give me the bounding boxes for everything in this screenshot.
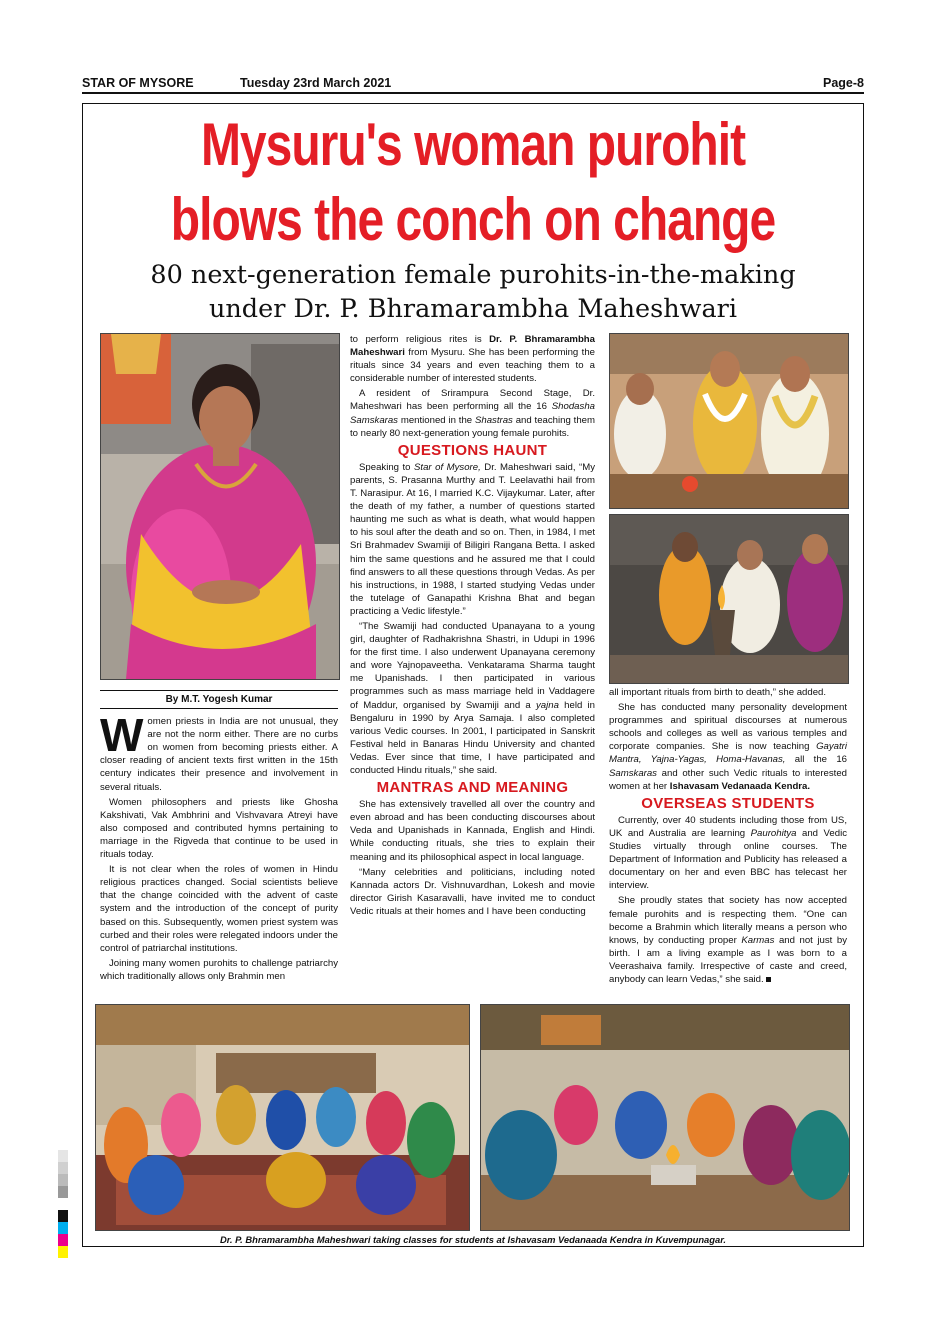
column-3-paragraph: Currently, over 40 students including those from US, UK and Australia are learning Paurohitya and Vedic Studies virtually through online courses. The Department of Information and Publicity has released a documentary on her and even BBC has telecast her interview.	[609, 814, 847, 892]
column-1-paragraph: It is not clear when the roles of women in Hindu religious practices changed. Social scientists believe that the change coincided with the advent of caste system and the introduction of the concept of purity based on this. Subsequently, women priest system was curbed and their roles were relegated indoors under the control of patriarchal institutions.	[100, 864, 338, 954]
paper-name: STAR OF MYSORE	[82, 76, 194, 90]
column-2-paragraph: “Many celebrities and politicians, including noted Kannada actors Dr. Vishnuvardhan, Lokesh and movie director Girish Kasaravalli, have invited me to conduct Vedic rituals at their homes and I have been conducting	[350, 866, 595, 917]
page-number: Page-8	[823, 76, 864, 90]
deck-line-2: under Dr. P. Bhramarambha Maheshwari	[208, 294, 738, 324]
issue-date: Tuesday 23rd March 2021	[240, 76, 392, 90]
class-photo-left	[95, 1004, 470, 1231]
subhead-questions-haunt: QUESTIONS HAUNT	[397, 441, 548, 459]
column-2-paragraph: A resident of Srirampura Second Stage, Dr. Maheshwari has been performing all the 16 Shodasha Samskaras mentioned in the Shastras and teaching them to nearly 80 next-generation young female purohits.	[350, 388, 595, 439]
column-3-paragraph: She has conducted many personality development programmes and spiritual discourses at numerous schools and colleges as well as various temples and corporate companies. She is now teaching Gayatri Mantra, Yajna-Yagas, Homa-Havanas, all the 16 Samskaras and other such Vedic rituals to interested women at her Ishavasam Vedanaada Kendra.	[609, 702, 847, 792]
drop-cap: W	[100, 709, 144, 762]
subhead-mantras-and-meaning: MANTRAS AND MEANING	[376, 779, 569, 797]
column-2-paragraph: She has extensively travelled all over the country and even abroad and has been conducting discourses about Veda and Upanishads in Kannada, English and Hindi. While conducting rituals, she tries to explain their meaning and its philosophical aspect in local language.	[350, 799, 595, 863]
portrait-photo	[100, 333, 340, 680]
article-column-1	[100, 690, 338, 985]
column-3-paragraph: She proudly states that society has now accepted female purohits and is respecting them. “One can become a Brahmin which literally means a person who knows, by conducting proper Karmas and not just by birth. I am a living example as I was born to a Veerashaiva family. Irrespective of caste and creed, anybody can learn Vedas,” she said.	[609, 895, 847, 985]
end-mark	[766, 977, 771, 982]
article-column-2	[350, 333, 595, 920]
deck-line-1: 80 next-generation female purohits-in-the-making	[150, 260, 796, 290]
class-photo-right	[480, 1004, 850, 1231]
article-column-3	[609, 686, 847, 988]
headline-line-1: Mysuru's woman purohit	[200, 112, 746, 179]
masthead	[82, 76, 864, 94]
headline-line-2: blows the conch on change	[170, 187, 776, 254]
column-2-paragraph: Speaking to Star of Mysore, Dr. Maheshwari said, “My parents, S. Prasanna Murthy and T. Leelavathi hail from T. Narasipur. At 16, I married K.C. Vijaykumar. Later, after the death of my father, a number of questions started haunting me such as what is death, what would happen to his soul after the death and so on. Then, in 1984, I met Sri Brahmadev Swamiji of Biligiri Rangana Betta. I asked him the same questions and he assured me that I could find answers to all these questions through Vedas. As per his instructions, in 1988, I started studying Vedas under the tutelage of Ganapathi Krishna Bhat and began practicing a Vedic lifestyle.”	[350, 461, 596, 617]
subhead-overseas-students: OVERSEAS STUDENTS	[641, 794, 815, 812]
registration-marks	[58, 1150, 68, 1258]
column-1-paragraph: Women philosophers and priests like Ghosha Kakshivati, Vak Ambhrini and Vishvavara Atreyi have also composed and contributed hymns pertaining to marriage in the Rigveda that continue to be used in rituals today.	[100, 796, 338, 861]
column-2-paragraph: to perform religious rites is Dr. P. Bhramarambha Maheshwari from Mysuru. She has been performing the rituals since 34 years and even teaching them to a considerable number of interested students.	[350, 334, 595, 385]
column-1-paragraph: Women priests in India are not unusual, they are not the norm either. There are no curbs on women from becoming priests either. A closer reading of ancient texts first written in the 15th century indicates their presence and involvement in several rituals.	[100, 709, 338, 793]
column-3-paragraph: all important rituals from birth to death,” she added.	[609, 687, 827, 698]
column-1-paragraph: Joining many women purohits to challenge patriarchy which traditionally allows only Brahmin men	[100, 957, 338, 982]
byline: By M.T. Yogesh Kumar	[100, 690, 338, 709]
photo-caption: Dr. P. Bhramarambha Maheshwari taking classes for students at Ishavasam Vedanaada Kendra in Kuvempunagar.	[220, 1234, 726, 1245]
havan-photo	[609, 514, 849, 684]
ceremony-photo	[609, 333, 849, 509]
column-2-paragraph: “The Swamiji had conducted Upanayana to a young girl, daughter of Radhakrishna Shastri, in Udupi in 1996 for the first time. I also underwent Upanayana ceremony and wore Yajnopaveetha. Venkatarama Sharma taught me Upanishads. I then participated in various programmes such as mass marriage held in Vaddagere of Maddur, organised by Swamiji and a yajna held in Bengaluru in 1990 by Arya Samaja. I also completed various Vedic courses. In 2001, I participated in Sanskrit Festival held in Banaras Hindu University and chanted Vedas. Ever since that time, I have participated and conducted Hindu rituals,” she said.	[350, 620, 596, 776]
